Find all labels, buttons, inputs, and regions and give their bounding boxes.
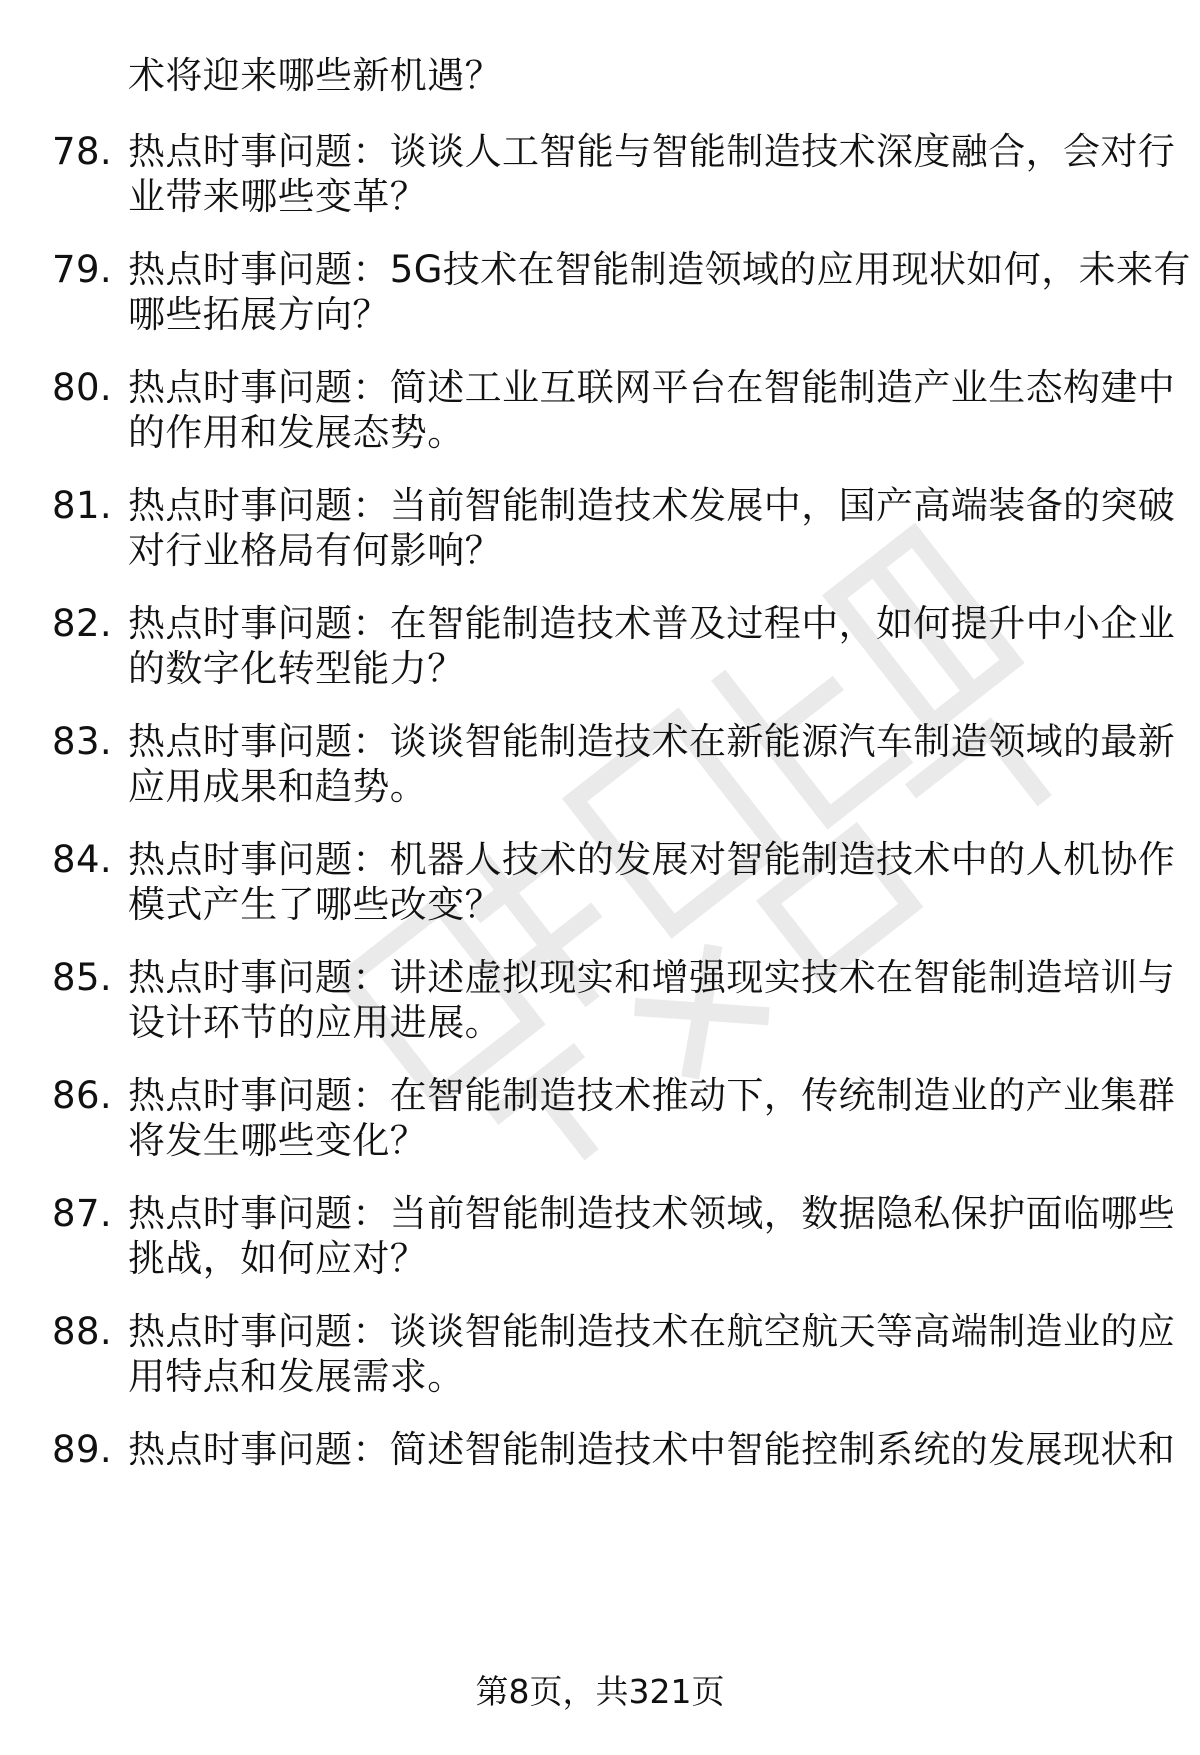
item-number: 89. [52,1428,113,1471]
item-text-line1: 热点时事问题：5G技术在智能制造领域的应用现状如何，未来有 [128,248,1191,291]
item-text-line1: 热点时事问题：简述智能制造技术中智能控制系统的发展现状和 [128,1428,1176,1471]
item-text-line2: 挑战，如何应对？ [128,1237,428,1280]
item-number: 80. [52,366,113,409]
item-text-line1: 热点时事问题：谈谈智能制造技术在航空航天等高端制造业的应 [128,1310,1176,1353]
item-text-line2: 应用成果和趋势。 [128,765,428,808]
item-text-line2: 的数字化转型能力？ [128,647,465,690]
item-text-line2: 哪些拓展方向？ [128,293,390,336]
item-text-line1: 热点时事问题：在智能制造技术推动下，传统制造业的产业集群 [128,1074,1176,1117]
item-text-line1: 热点时事问题：机器人技术的发展对智能制造技术中的人机协作 [128,838,1176,881]
item-number: 81. [52,484,113,527]
item-text-line2: 用特点和发展需求。 [128,1355,465,1398]
item-text-line2: 设计环节的应用进展。 [128,1001,502,1044]
item-text-line1: 热点时事问题：简述工业互联网平台在智能制造产业生态构建中 [128,366,1176,409]
item-number: 86. [52,1074,113,1117]
item-number: 85. [52,956,113,999]
item-text-line1: 热点时事问题：当前智能制造技术发展中，国产高端装备的突破 [128,484,1176,527]
item-text-line2: 将发生哪些变化？ [128,1119,428,1162]
item-number: 87. [52,1192,113,1235]
item-text-line2: 业带来哪些变革？ [128,175,428,218]
item-number: 78. [52,130,113,173]
item-text-line2: 对行业格局有何影响？ [128,529,502,572]
item-text-line1: 热点时事问题：讲述虚拟现实和增强现实技术在智能制造培训与 [128,956,1176,999]
item-text-line1: 热点时事问题：谈谈智能制造技术在新能源汽车制造领域的最新 [128,720,1176,763]
item-text-line2: 的作用和发展态势。 [128,411,465,454]
item-text-line1: 热点时事问题：在智能制造技术普及过程中，如何提升中小企业 [128,602,1176,645]
continuation-text: 术将迎来哪些新机遇？ [128,54,502,97]
item-number: 79. [52,248,113,291]
item-text-line2: 模式产生了哪些改变？ [128,883,502,926]
item-number: 88. [52,1310,113,1353]
item-text-line1: 热点时事问题：当前智能制造技术领域，数据隐私保护面临哪些 [128,1192,1176,1235]
item-number: 82. [52,602,113,645]
item-number: 84. [52,838,113,881]
item-text-line1: 热点时事问题：谈谈人工智能与智能制造技术深度融合，会对行 [128,130,1176,173]
page-footer: 第8页，共321页 [475,1672,725,1711]
item-number: 83. [52,720,113,763]
